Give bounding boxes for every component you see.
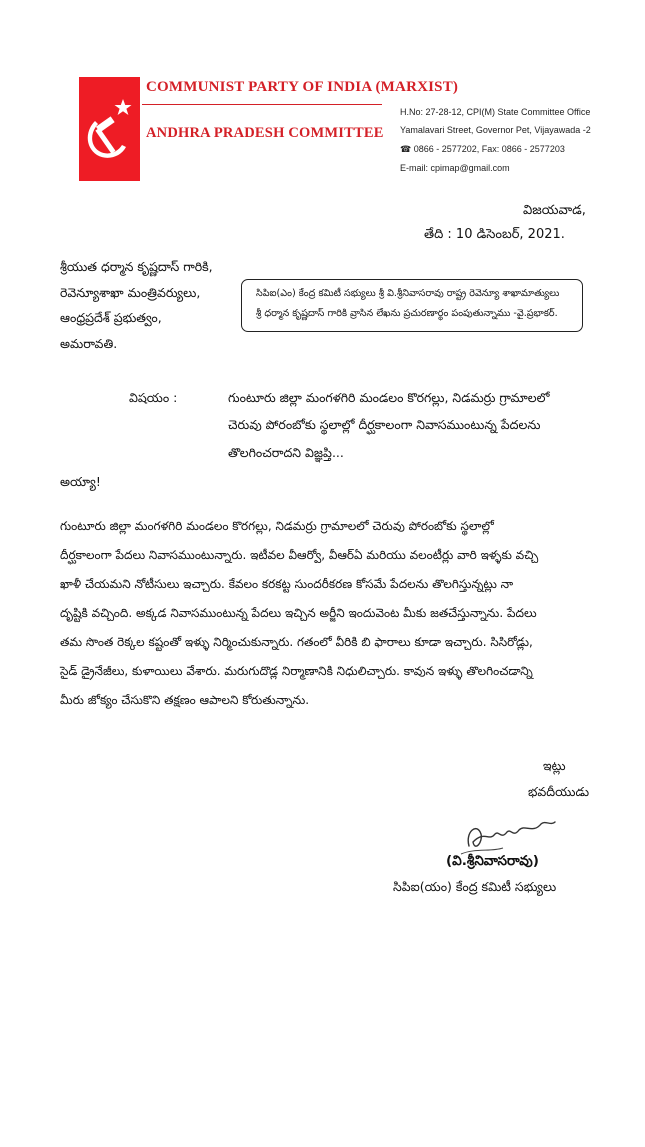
address-line-2: Yamalavari Street, Governor Pet, Vijayawada -2 bbox=[400, 125, 591, 135]
committee-name: ANDHRA PRADESH COMMITTEE bbox=[146, 125, 384, 141]
date-line: తేది : 10 డిసెంబర్, 2021. bbox=[424, 227, 565, 242]
body-line-2: దీర్ఘకాలంగా పేదలు నివాసముంటున్నారు. ఇటీవల వీఆర్వో, వీఆర్ఏ మరియు వలంటీర్లు వారి ఇళ్ళకు వచ్చి bbox=[60, 548, 539, 562]
recipient-line-4: అమరావతి. bbox=[60, 336, 118, 351]
hammer-sickle-star-icon bbox=[79, 77, 140, 181]
press-release-line-1: సిపిఐ(ఎం) కేంద్ర కమిటీ సభ్యులు శ్రీ వి.శ్రీనివాసరావు రాష్ట్ర రెవెన్యూ శాఖామాత్యులు bbox=[256, 288, 560, 299]
recipient-line-3: ఆంధ్రప్రదేశ్ ప్రభుత్వం, bbox=[60, 310, 162, 325]
body-line-3: ఖాళీ చేయమని నోటీసులు ఇచ్చారు. కేవలం కరకట్ట సుందరీకరణ కోసమే పేదలను తొలగిస్తున్నట్లు నా bbox=[60, 577, 514, 591]
subject-line-2: చెరువు పోరంబోకు స్థలాల్లో దీర్ఘకాలంగా నివాసముంటున్న పేదలను bbox=[228, 417, 541, 432]
place: విజయవాడ, bbox=[523, 203, 586, 218]
signatory-name: (వి.శ్రీనివాసరావు) bbox=[446, 853, 539, 869]
body-line-6: సైడ్ డ్రైనేజీలు, కుళాయిలు వేశారు. మరుగుదొడ్ల నిర్మాణానికి నిధులిచ్చారు. కావున ఇళ్ళు తొలగించడాన్ని bbox=[60, 664, 533, 678]
signatory-title: సిపిఐ(యం) కేంద్ర కమిటీ సభ్యులు bbox=[393, 879, 557, 894]
party-logo bbox=[79, 77, 140, 181]
phone-fax-line: ☎ 0866 - 2577202, Fax: 0866 - 2577203 bbox=[400, 144, 565, 154]
press-release-line-2: శ్రీ ధర్మాన కృష్ణదాస్ గారికి వ్రాసిన లేఖను ప్రచురణార్థం పంపుతున్నాము -వై.ప్రభాకర్. bbox=[256, 308, 558, 319]
recipient-line-2: రెవెన్యూశాఖా మంత్రివర్యులు, bbox=[60, 285, 201, 300]
subject-line-1: గుంటూరు జిల్లా మంగళగిరి మండలం కొరగల్లు, నిడమర్రు గ్రామాలలో bbox=[228, 390, 550, 405]
letterhead-divider bbox=[142, 104, 382, 105]
salutation: అయ్యా! bbox=[60, 474, 101, 489]
body-line-5: తమ సొంత రెక్కల కష్టంతో ఇళ్ళు నిర్మించుకున్నారు. గతంలో వీరికి బి ఫారాలు కూడా ఇచ్చారు. సిసిరోడ్లు, bbox=[60, 635, 533, 649]
press-release-box bbox=[241, 279, 583, 332]
subject-line-3: తొలగించరాదని విజ్ఞప్తి... bbox=[228, 445, 344, 460]
closing-itlu: ఇట్లు bbox=[543, 758, 566, 773]
body-line-1: గుంటూరు జిల్లా మంగళగిరి మండలం కొరగల్లు, నిడమర్రు గ్రామాలలో చెరువు పోరంబోకు స్థలాల్లో bbox=[60, 519, 494, 533]
email-line: E-mail: cpimap@gmail.com bbox=[400, 163, 510, 173]
party-name: COMMUNIST PARTY OF INDIA (MARXIST) bbox=[146, 79, 459, 95]
address-line-1: H.No: 27-28-12, CPI(M) State Committee Office bbox=[400, 107, 591, 117]
closing-bhavadiyudu: భవదీయుడు bbox=[528, 784, 590, 799]
body-line-7: మీరు జోక్యం చేసుకొని తక్షణం ఆపాలని కోరుతున్నాను. bbox=[60, 693, 310, 707]
subject-label: విషయం : bbox=[129, 390, 178, 405]
body-line-4: దృష్టికి వచ్చింది. అక్కడ నివాసముంటున్న పేదలు ఇచ్చిన అర్జీని ఇందువెంట మీకు జతచేస్తున్నాను. పేదలు bbox=[60, 606, 537, 620]
recipient-line-1: శ్రీయుత ధర్మాన కృష్ణదాస్ గారికి, bbox=[60, 259, 213, 274]
